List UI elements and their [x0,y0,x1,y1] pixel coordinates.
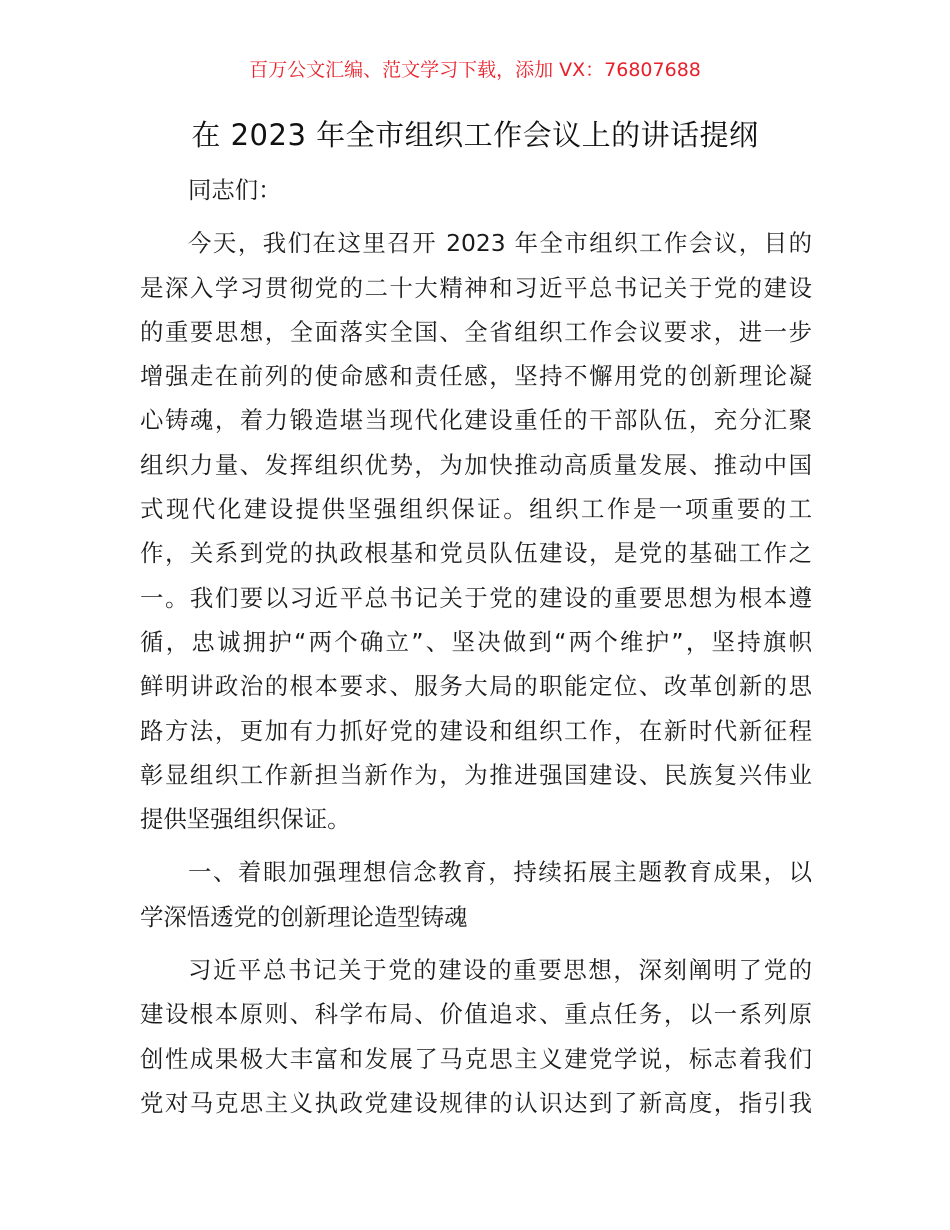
text-line: 循，忠诚拥护“两个确立”、坚决做到“两个维护”，坚持旗帜 [140,627,812,656]
text-line: 组织力量、发挥组织优势，为加快推动高质量发展、推动中国 [140,450,812,479]
heading-line: 一、着眼加强理想信念教育，持续拓展主题教育成果，以 [188,858,812,887]
document-body [140,168,812,1134]
text-line: 提供坚强组织保证。 [140,805,351,834]
text-line: 式现代化建设提供坚强组织保证。组织工作是一项重要的工 [140,495,812,524]
watermark-banner: 百万公文汇编、范文学习下载，添加 VX：76807688 [249,59,701,81]
text-line: 习近平总书记关于党的建设的重要思想，深刻阐明了党的 [188,956,812,985]
text-line: 彰显组织工作新担当新作为，为推进强国建设、民族复兴伟业 [140,760,812,789]
intro-paragraph [140,221,812,841]
greeting: 同志们： [188,176,282,204]
text-line: 路方法，更加有力抓好党的建设和组织工作，在新时代新征程 [140,716,812,745]
text-line: 党对马克思主义执政党建设规律的认识达到了新高度，指引我 [140,1088,812,1117]
text-line: 作，关系到党的执政根基和党员队伍建设，是党的基础工作之 [140,539,812,568]
document-title: 在 2023 年全市组织工作会议上的讲话提纲 [191,118,759,152]
text-line: 增强走在前列的使命感和责任感，坚持不懈用党的创新理论凝 [140,362,812,391]
text-line: 是深入学习贯彻党的二十大精神和习近平总书记关于党的建设 [140,273,812,302]
heading-line: 学深悟透党的创新理论造型铸魂 [140,902,468,931]
text-line: 创性成果极大丰富和发展了马克思主义建党学说，标志着我们 [140,1044,812,1073]
section-1-paragraph [140,948,812,1125]
text-line: 心铸魂，着力锻造堪当现代化建设重任的干部队伍，充分汇聚 [140,406,812,435]
text-line: 建设根本原则、科学布局、价值追求、重点任务，以一系列原 [140,1000,812,1029]
section-heading-1 [140,850,812,939]
text-line: 鲜明讲政治的根本要求、服务大局的职能定位、改革创新的思 [140,672,812,701]
greeting-block [140,168,812,212]
text-line: 的重要思想，全面落实全国、全省组织工作会议要求，进一步 [140,317,812,346]
text-line: 今天，我们在这里召开 2023 年全市组织工作会议，目的 [188,229,812,258]
text-line: 一。我们要以习近平总书记关于党的建设的重要思想为根本遵 [140,583,812,612]
